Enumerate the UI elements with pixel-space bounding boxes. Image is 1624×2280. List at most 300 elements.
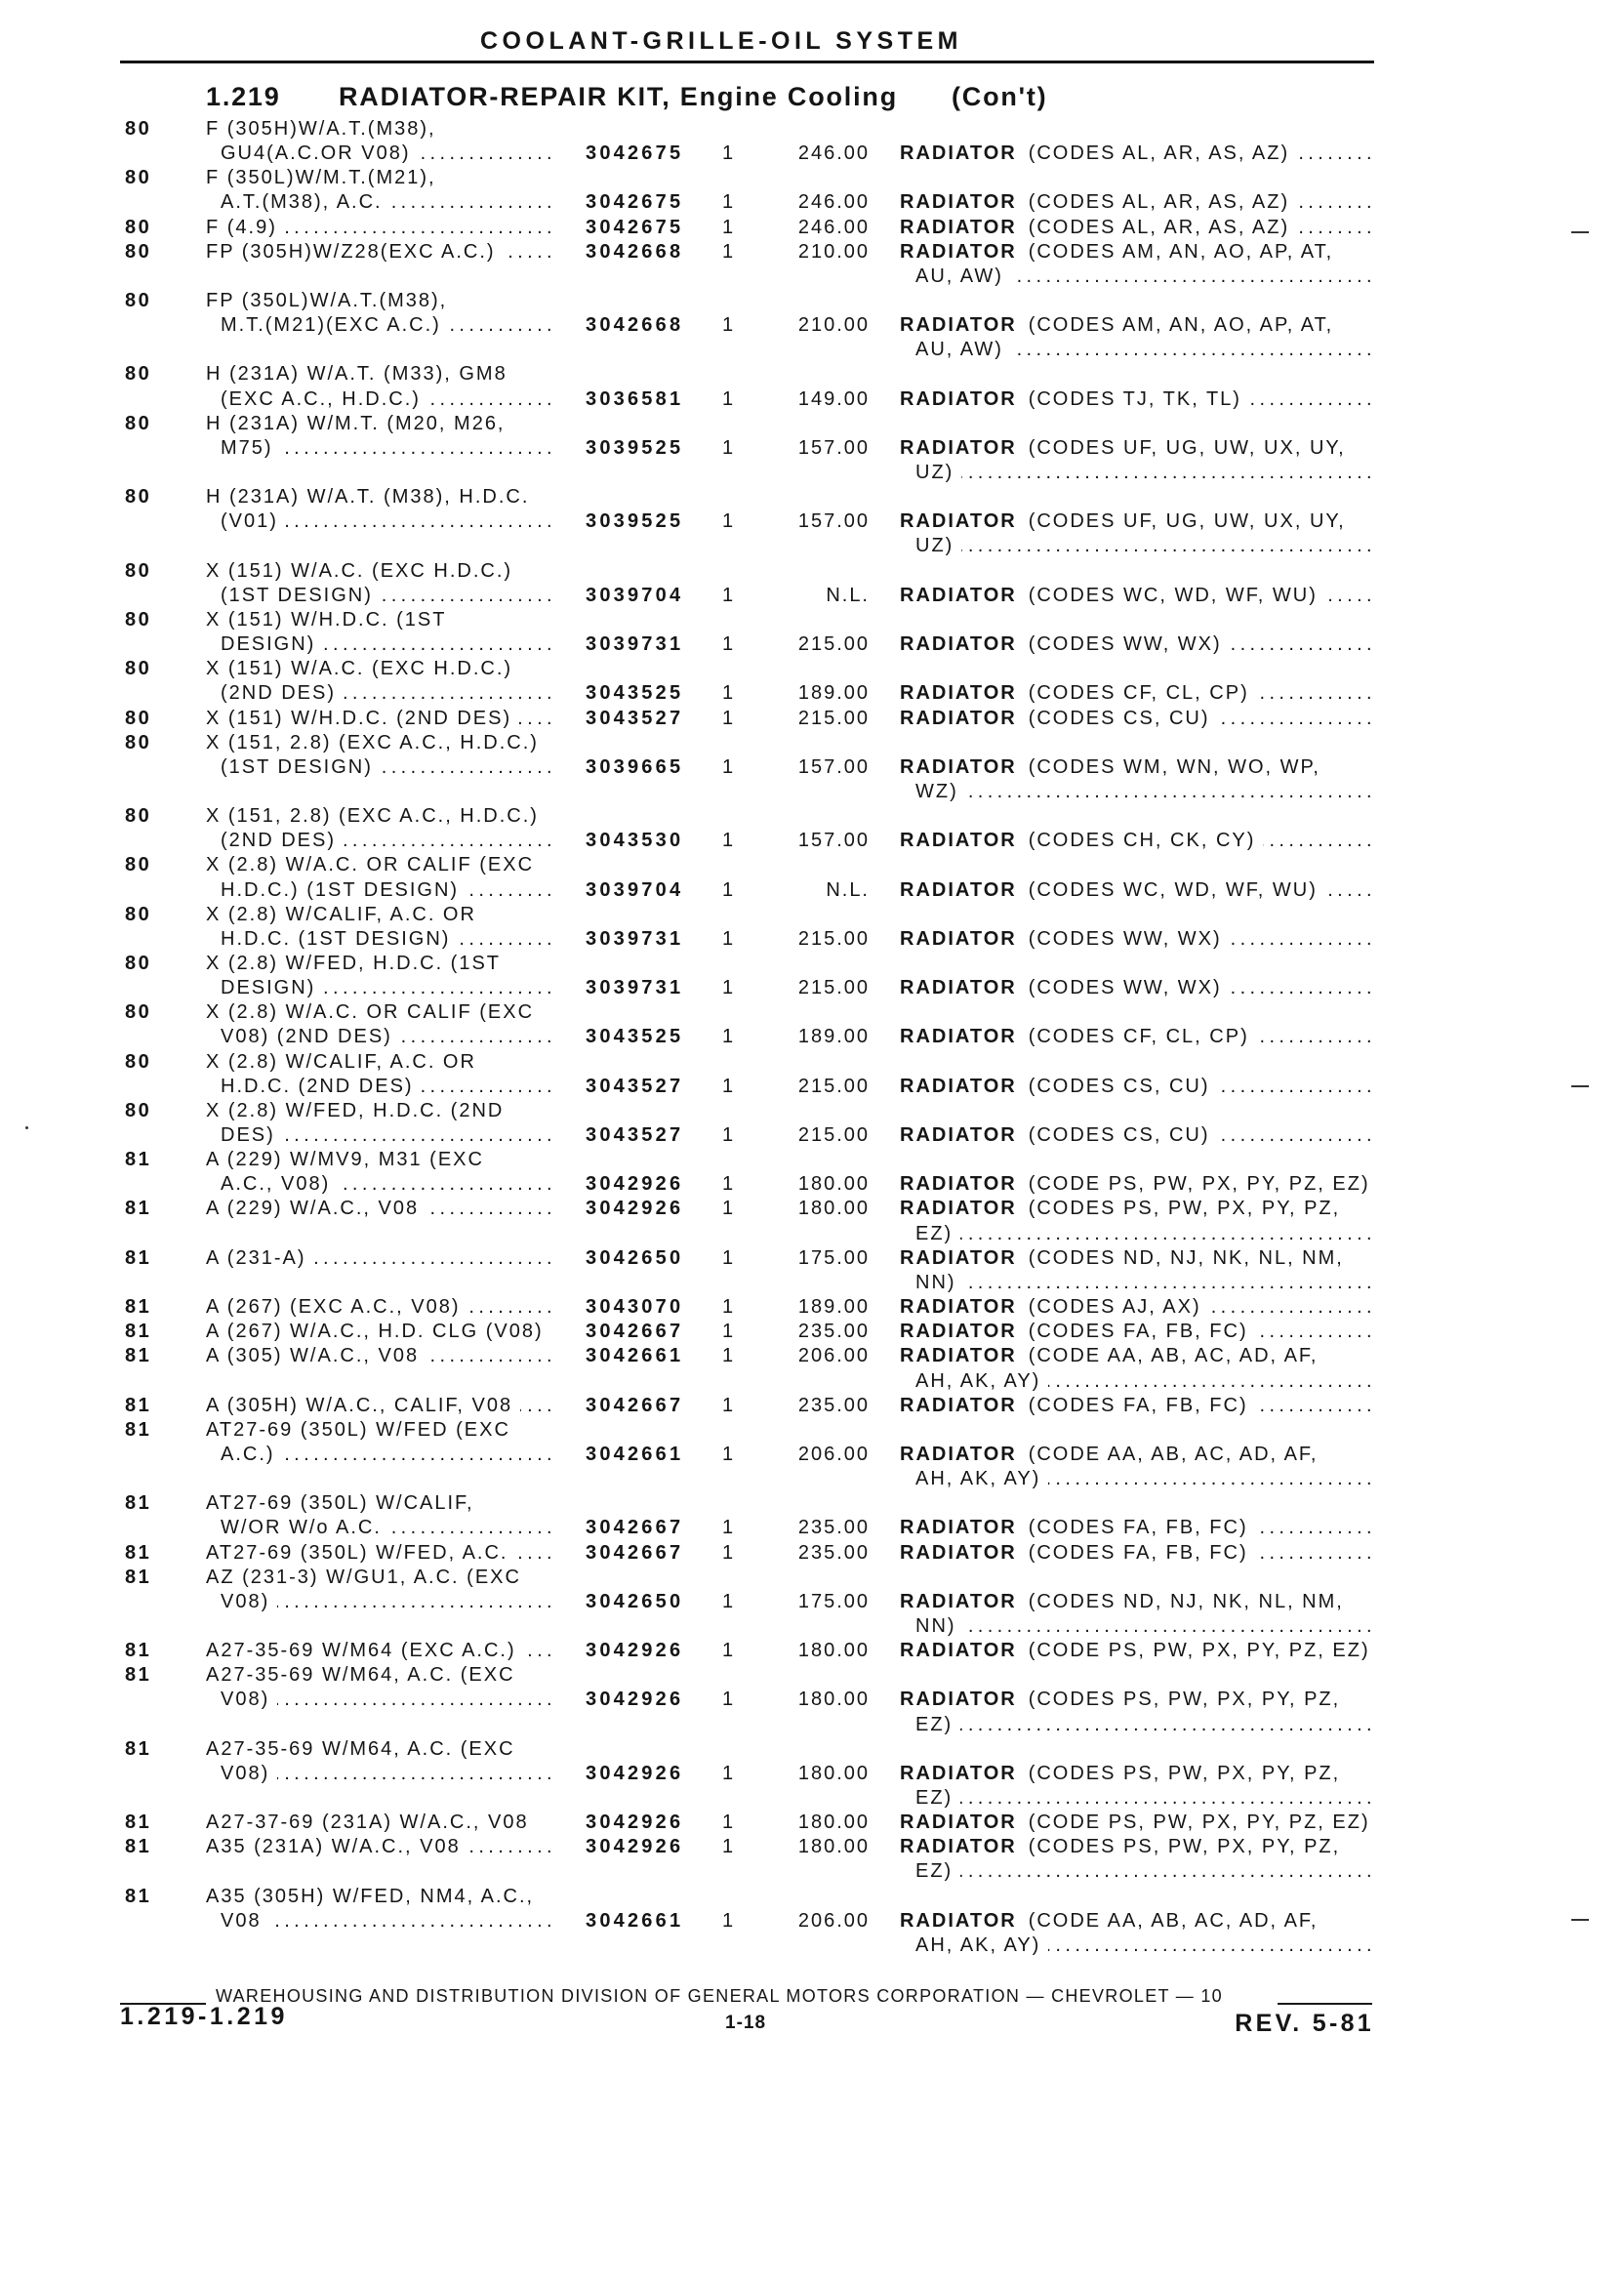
codes-line xyxy=(900,976,1376,1000)
codes-text: (CODES WW, WX) xyxy=(1028,927,1222,950)
application-description xyxy=(206,804,556,853)
codes-text: (CODES CF, CL, CP) xyxy=(1028,682,1249,705)
description-text: V08) xyxy=(221,1590,270,1612)
table-row xyxy=(0,1566,1624,1639)
dot-leader xyxy=(422,1075,556,1099)
table-row xyxy=(0,804,1624,853)
codes-line xyxy=(900,1222,1376,1246)
description-text: H.D.C.) (1ST DESIGN) xyxy=(221,878,460,901)
dot-leader xyxy=(1048,1369,1376,1394)
part-name: RADIATOR xyxy=(900,755,1017,778)
table-row xyxy=(0,1197,1624,1245)
model-year-code: 81 xyxy=(125,1345,152,1367)
codes-text: (CODES WW, WX) xyxy=(1028,633,1222,656)
description-line xyxy=(206,829,556,853)
codes-text: (CODES CS, CU) xyxy=(1028,707,1210,729)
price: 180.00 xyxy=(797,1640,870,1662)
part-number: 3043530 xyxy=(586,830,684,852)
part-number: 3042667 xyxy=(586,1394,684,1416)
codes-text: UZ) xyxy=(915,535,954,557)
description-line xyxy=(206,509,556,534)
description-line xyxy=(206,240,556,265)
description-line xyxy=(206,878,556,903)
description-line xyxy=(206,1197,556,1221)
codes-text: EZ) xyxy=(915,1713,954,1735)
part-name: RADIATOR xyxy=(900,584,1017,606)
dot-leader xyxy=(338,1172,556,1197)
codes-line xyxy=(900,1688,1376,1712)
description-line xyxy=(206,1344,556,1368)
dot-leader xyxy=(524,1639,556,1663)
dot-leader xyxy=(516,1541,557,1566)
dot-leader xyxy=(1218,1075,1377,1099)
codes-text: (CODE AA, AB, AC, AD, AF, xyxy=(1028,1345,1319,1367)
part-number: 3039704 xyxy=(586,878,684,901)
description-line xyxy=(206,1418,556,1443)
part-name: RADIATOR xyxy=(900,1541,1017,1564)
part-number: 3042926 xyxy=(586,1198,684,1220)
description-text: A.C., V08) xyxy=(221,1173,331,1196)
scan-margin-mark xyxy=(1571,1919,1589,1921)
table-row xyxy=(0,1418,1624,1491)
quantity: 1 xyxy=(722,1812,736,1834)
dot-leader xyxy=(400,1025,556,1049)
table-row xyxy=(0,240,1624,289)
application-description xyxy=(206,1344,556,1368)
part-number: 3043070 xyxy=(586,1296,684,1319)
codes-line xyxy=(900,1786,1376,1811)
dot-leader xyxy=(1325,878,1376,903)
radiator-codes xyxy=(900,1688,1376,1736)
dot-leader xyxy=(1325,584,1376,608)
codes-line xyxy=(900,681,1376,706)
part-number: 3042667 xyxy=(586,1541,684,1564)
dot-leader xyxy=(1297,142,1376,166)
model-year-code: 81 xyxy=(125,1664,152,1687)
part-name: RADIATOR xyxy=(900,1075,1017,1097)
codes-text: (CODES UF, UG, UW, UX, UY, xyxy=(1028,436,1346,459)
part-number: 3042668 xyxy=(586,314,684,337)
dot-leader xyxy=(449,313,556,338)
part-name: RADIATOR xyxy=(900,1836,1017,1858)
page-header-title: COOLANT-GRILLE-OIL SYSTEM xyxy=(480,27,962,55)
dot-leader xyxy=(1230,632,1376,657)
part-number: 3039731 xyxy=(586,977,684,999)
description-line xyxy=(206,1566,556,1590)
table-row xyxy=(0,559,1624,608)
dot-leader xyxy=(283,1123,556,1148)
description-text: AT27-69 (350L) W/FED, A.C. xyxy=(206,1541,508,1564)
radiator-codes xyxy=(900,1909,1376,1958)
radiator-codes xyxy=(900,142,1376,166)
description-line xyxy=(206,1516,556,1540)
radiator-codes xyxy=(900,1811,1376,1835)
codes-line xyxy=(900,216,1376,240)
description-text: X (151) W/A.C. (EXC H.D.C.) xyxy=(206,559,513,582)
description-text: (V01) xyxy=(221,510,278,533)
dot-leader xyxy=(323,976,556,1000)
codes-line xyxy=(900,755,1376,780)
dot-leader xyxy=(428,387,556,412)
codes-text: AH, AK, AY) xyxy=(915,1934,1041,1956)
codes-line xyxy=(900,461,1376,485)
quantity: 1 xyxy=(722,1541,736,1564)
radiator-codes xyxy=(900,976,1376,1000)
application-description xyxy=(206,559,556,608)
description-text: V08) (2ND DES) xyxy=(221,1026,392,1048)
radiator-codes xyxy=(900,387,1376,412)
quantity: 1 xyxy=(722,1026,736,1048)
quantity: 1 xyxy=(722,387,736,410)
table-row xyxy=(0,216,1624,240)
price: 189.00 xyxy=(797,682,870,705)
model-year-code: 81 xyxy=(125,1640,152,1662)
part-number: 3042667 xyxy=(586,1517,684,1539)
dot-leader xyxy=(1263,829,1376,853)
table-row xyxy=(0,485,1624,558)
price: 175.00 xyxy=(797,1246,870,1269)
model-year-code: 80 xyxy=(125,1099,152,1121)
footer-division-line: WAREHOUSING AND DISTRIBUTION DIVISION OF GENERAL MOTORS CORPORATION — CHEVROLET — 10 xyxy=(216,1986,1223,2006)
table-row xyxy=(0,117,1624,166)
dot-leader xyxy=(1257,681,1376,706)
description-text: A35 (231A) W/A.C., V08 xyxy=(206,1836,461,1858)
radiator-codes xyxy=(900,632,1376,657)
radiator-codes xyxy=(900,1075,1376,1099)
model-year-code: 80 xyxy=(125,363,152,386)
dot-leader xyxy=(964,1271,1376,1295)
application-description xyxy=(206,1099,556,1148)
codes-text: (CODES AL, AR, AS, AZ) xyxy=(1028,216,1290,238)
description-line xyxy=(206,731,556,755)
codes-line xyxy=(900,1344,1376,1368)
radiator-codes xyxy=(900,829,1376,853)
codes-line xyxy=(900,1197,1376,1221)
application-description xyxy=(206,731,556,780)
part-name: RADIATOR xyxy=(900,830,1017,852)
part-name: RADIATOR xyxy=(900,1689,1017,1711)
footer-page-number: 1-18 xyxy=(725,2013,767,2033)
description-text: H (231A) W/A.T. (M38), H.D.C. xyxy=(206,486,530,509)
part-name: RADIATOR xyxy=(900,707,1017,729)
application-description xyxy=(206,1295,556,1320)
description-line xyxy=(206,1320,556,1344)
codes-text: WZ) xyxy=(915,780,958,802)
dot-leader xyxy=(277,1590,556,1614)
quantity: 1 xyxy=(722,1394,736,1416)
model-year-code: 80 xyxy=(125,953,152,974)
description-text: W/OR W/o A.C. xyxy=(221,1517,382,1539)
dot-leader xyxy=(504,240,556,265)
application-description xyxy=(206,1737,556,1786)
description-text: DESIGN) xyxy=(221,633,316,656)
codes-text: AH, AK, AY) xyxy=(915,1468,1041,1490)
model-year-code: 81 xyxy=(125,1198,152,1220)
header-rule xyxy=(120,61,1374,63)
description-text: A (267) (EXC A.C., V08) xyxy=(206,1296,461,1319)
dot-leader xyxy=(520,1394,556,1418)
part-number: 3039704 xyxy=(586,584,684,606)
description-line xyxy=(206,1639,556,1663)
part-number: 3039665 xyxy=(586,755,684,778)
dot-leader xyxy=(1011,338,1376,362)
dot-leader xyxy=(1218,1123,1377,1148)
dot-leader xyxy=(467,878,556,903)
codes-line xyxy=(900,1246,1376,1271)
dot-leader xyxy=(1249,387,1376,412)
codes-line xyxy=(900,632,1376,657)
application-description xyxy=(206,485,556,534)
codes-line xyxy=(900,1713,1376,1737)
codes-line xyxy=(900,1271,1376,1295)
part-name: RADIATOR xyxy=(900,977,1017,999)
description-line xyxy=(206,485,556,509)
description-text: AT27-69 (350L) W/CALIF, xyxy=(206,1492,474,1515)
description-line xyxy=(206,216,556,240)
description-text: FP (305H)W/Z28(EXC A.C.) xyxy=(206,240,496,263)
description-text: X (2.8) W/CALIF, A.C. OR xyxy=(206,903,476,925)
description-line xyxy=(206,166,556,190)
part-name: RADIATOR xyxy=(900,1590,1017,1612)
table-row xyxy=(0,1320,1624,1344)
description-line xyxy=(206,1246,556,1271)
description-line xyxy=(206,412,556,436)
codes-line xyxy=(900,1025,1376,1049)
model-year-code: 81 xyxy=(125,1541,152,1564)
description-text: X (151) W/H.D.C. (1ST xyxy=(206,608,447,631)
table-row xyxy=(0,903,1624,952)
price: 215.00 xyxy=(797,1124,870,1147)
dot-leader xyxy=(426,1197,556,1221)
quantity: 1 xyxy=(722,1198,736,1220)
part-name: RADIATOR xyxy=(900,314,1017,337)
quantity: 1 xyxy=(722,191,736,214)
radiator-codes xyxy=(900,1172,1376,1197)
model-year-code: 81 xyxy=(125,1492,152,1515)
dot-leader xyxy=(1048,1467,1376,1491)
description-line xyxy=(206,1148,556,1172)
description-line xyxy=(206,1885,556,1909)
description-text: (1ST DESIGN) xyxy=(221,584,373,606)
application-description xyxy=(206,1885,556,1934)
description-text: A (267) W/A.C., H.D. CLG (V08) xyxy=(206,1321,544,1343)
quantity: 1 xyxy=(722,1296,736,1319)
radiator-codes xyxy=(900,216,1376,240)
description-text: M75) xyxy=(221,436,273,459)
codes-line xyxy=(900,387,1376,412)
application-description xyxy=(206,412,556,461)
description-line xyxy=(206,142,556,166)
codes-text: (CODE AA, AB, AC, AD, AF, xyxy=(1028,1443,1319,1465)
codes-line xyxy=(900,1639,1376,1663)
application-description xyxy=(206,707,556,731)
dot-leader xyxy=(1011,265,1376,289)
description-line xyxy=(206,1590,556,1614)
description-text: X (151) W/H.D.C. (2ND DES) xyxy=(206,707,512,729)
description-line xyxy=(206,804,556,829)
radiator-codes xyxy=(900,584,1376,608)
dot-leader xyxy=(277,1688,556,1712)
table-row xyxy=(0,1246,1624,1295)
dot-leader xyxy=(381,584,556,608)
description-line xyxy=(206,289,556,313)
model-year-code: 80 xyxy=(125,240,152,263)
description-line xyxy=(206,976,556,1000)
quantity: 1 xyxy=(722,878,736,901)
radiator-codes xyxy=(900,681,1376,706)
price: 180.00 xyxy=(797,1836,870,1858)
application-description xyxy=(206,289,556,338)
description-line xyxy=(206,1762,556,1786)
table-row xyxy=(0,1491,1624,1540)
radiator-codes xyxy=(900,1025,1376,1049)
dot-leader xyxy=(1256,1320,1376,1344)
price: 215.00 xyxy=(797,927,870,950)
price: 246.00 xyxy=(797,142,870,165)
table-row xyxy=(0,1295,1624,1320)
codes-text: (CODES UF, UG, UW, UX, UY, xyxy=(1028,510,1346,533)
description-line xyxy=(206,608,556,632)
codes-line xyxy=(900,1123,1376,1148)
quantity: 1 xyxy=(722,707,736,729)
codes-line xyxy=(900,878,1376,903)
description-line xyxy=(206,1123,556,1148)
description-line xyxy=(206,853,556,877)
codes-line xyxy=(900,1295,1376,1320)
radiator-codes xyxy=(900,1246,1376,1295)
part-number: 3042667 xyxy=(586,1321,684,1343)
footer-rule-right xyxy=(1278,2003,1372,2005)
radiator-codes xyxy=(900,1762,1376,1811)
codes-line xyxy=(900,1614,1376,1639)
codes-text: (CODES PS, PW, PX, PY, PZ, xyxy=(1028,1198,1341,1220)
price: 180.00 xyxy=(797,1762,870,1784)
model-year-code: 81 xyxy=(125,1812,152,1834)
dot-leader xyxy=(1297,216,1376,240)
description-line xyxy=(206,1811,556,1835)
price: 215.00 xyxy=(797,1075,870,1097)
description-line xyxy=(206,190,556,215)
table-row xyxy=(0,608,1624,657)
application-description xyxy=(206,1148,556,1197)
table-row xyxy=(0,1663,1624,1736)
application-description xyxy=(206,1835,556,1859)
radiator-codes xyxy=(900,1639,1376,1663)
radiator-codes xyxy=(900,313,1376,362)
part-number: 3039525 xyxy=(586,436,684,459)
description-text: X (151, 2.8) (EXC A.C., H.D.C.) xyxy=(206,805,539,828)
part-number: 3039731 xyxy=(586,927,684,950)
codes-line xyxy=(900,1541,1376,1566)
codes-text: EZ) xyxy=(915,1860,954,1883)
part-number: 3043525 xyxy=(586,682,684,705)
application-description xyxy=(206,1418,556,1467)
table-row xyxy=(0,1737,1624,1811)
description-text: A.T.(M38), A.C. xyxy=(221,191,383,214)
part-name: RADIATOR xyxy=(900,1173,1017,1196)
description-line xyxy=(206,584,556,608)
part-name: RADIATOR xyxy=(900,510,1017,533)
application-description xyxy=(206,1566,556,1614)
codes-line xyxy=(900,1369,1376,1394)
description-text: AZ (231-3) W/GU1, A.C. (EXC xyxy=(206,1566,521,1588)
model-year-code: 81 xyxy=(125,1321,152,1343)
description-line xyxy=(206,1443,556,1467)
codes-line xyxy=(900,1934,1376,1958)
table-row xyxy=(0,1885,1624,1958)
part-number: 3042661 xyxy=(586,1909,684,1932)
codes-line xyxy=(900,1762,1376,1786)
part-number: 3042926 xyxy=(586,1836,684,1858)
price: 157.00 xyxy=(797,755,870,778)
price: 246.00 xyxy=(797,216,870,238)
model-year-code: 81 xyxy=(125,1394,152,1416)
quantity: 1 xyxy=(722,1590,736,1612)
description-line xyxy=(206,1663,556,1688)
codes-text: UZ) xyxy=(915,462,954,484)
quantity: 1 xyxy=(722,1173,736,1196)
part-name: RADIATOR xyxy=(900,1026,1017,1048)
description-text: A27-37-69 (231A) W/A.C., V08 xyxy=(206,1812,529,1834)
part-name: RADIATOR xyxy=(900,1812,1017,1834)
model-year-code: 80 xyxy=(125,412,152,434)
quantity: 1 xyxy=(722,1124,736,1147)
table-row xyxy=(0,952,1624,1000)
codes-text: (CODES PS, PW, PX, PY, PZ, xyxy=(1028,1762,1341,1784)
codes-line xyxy=(900,1590,1376,1614)
price: 210.00 xyxy=(797,240,870,263)
radiator-codes xyxy=(900,755,1376,804)
application-description xyxy=(206,362,556,411)
part-name: RADIATOR xyxy=(900,633,1017,656)
quantity: 1 xyxy=(722,682,736,705)
model-year-code: 80 xyxy=(125,707,152,729)
part-name: RADIATOR xyxy=(900,1443,1017,1465)
description-text: A (305) W/A.C., V08 xyxy=(206,1345,420,1367)
radiator-codes xyxy=(900,1394,1376,1418)
application-description xyxy=(206,117,556,166)
codes-line xyxy=(900,1859,1376,1884)
application-description xyxy=(206,240,556,265)
part-number: 3043527 xyxy=(586,707,684,729)
dot-leader xyxy=(961,461,1376,485)
price: 235.00 xyxy=(797,1394,870,1416)
price: 235.00 xyxy=(797,1541,870,1564)
table-row xyxy=(0,362,1624,411)
model-year-code: 80 xyxy=(125,903,152,925)
description-text: H (231A) W/M.T. (M20, M26, xyxy=(206,412,506,434)
description-line xyxy=(206,387,556,412)
application-description xyxy=(206,1639,556,1663)
section-title: RADIATOR-REPAIR KIT, Engine Cooling xyxy=(339,82,898,111)
codes-text: (CODE AA, AB, AC, AD, AF, xyxy=(1028,1909,1319,1932)
quantity: 1 xyxy=(722,1689,736,1711)
table-row xyxy=(0,1639,1624,1663)
description-text: FP (350L)W/A.T.(M38), xyxy=(206,290,448,312)
application-description xyxy=(206,1197,556,1221)
dot-leader xyxy=(458,927,556,952)
quantity: 1 xyxy=(722,1517,736,1539)
price: 175.00 xyxy=(797,1590,870,1612)
part-name: RADIATOR xyxy=(900,436,1017,459)
codes-text: (CODES CH, CK, CY) xyxy=(1028,830,1256,852)
price: 180.00 xyxy=(797,1689,870,1711)
model-year-code: 80 xyxy=(125,216,152,238)
model-year-code: 81 xyxy=(125,1296,152,1319)
codes-line xyxy=(900,707,1376,731)
dot-leader xyxy=(1230,927,1376,952)
application-description xyxy=(206,1491,556,1540)
